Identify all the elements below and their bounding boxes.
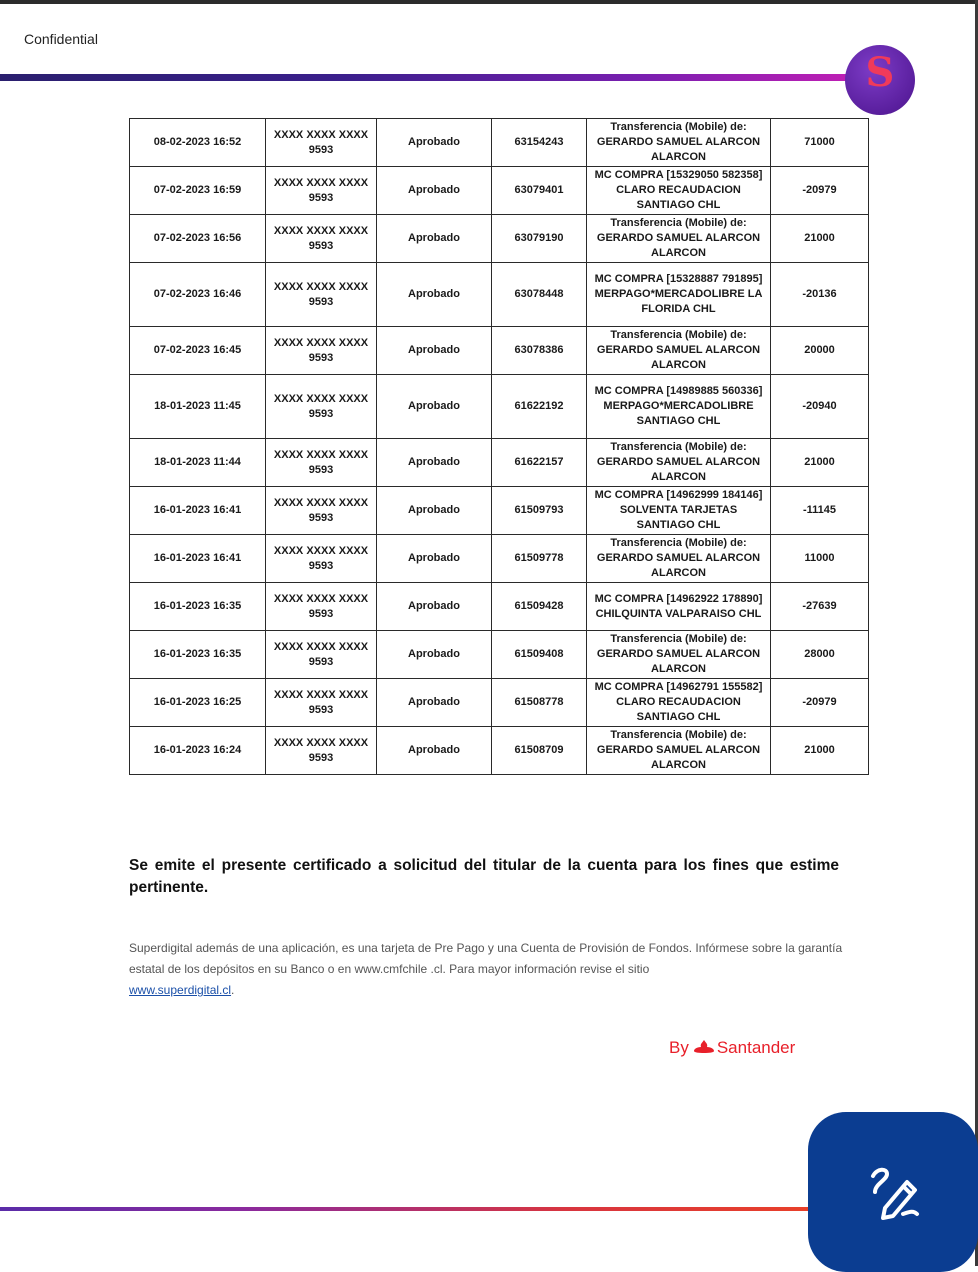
row-amount: -20979 — [771, 167, 869, 215]
row-status: Aprobado — [377, 583, 492, 631]
row-status: Aprobado — [377, 535, 492, 583]
row-description: Transferencia (Mobile) de: GERARDO SAMUEL ALARCON ALARCON — [587, 327, 771, 375]
row-description: Transferencia (Mobile) de: GERARDO SAMUEL ALARCON ALARCON — [587, 439, 771, 487]
row-date: 07-02-2023 16:59 — [130, 167, 266, 215]
row-description: Transferencia (Mobile) de: GERARDO SAMUEL ALARCON ALARCON — [587, 215, 771, 263]
row-status: Aprobado — [377, 439, 492, 487]
row-id: 61622157 — [492, 439, 587, 487]
row-card: XXXX XXXX XXXX 9593 — [266, 215, 377, 263]
row-description: Transferencia (Mobile) de: GERARDO SAMUEL ALARCON ALARCON — [587, 119, 771, 167]
row-status: Aprobado — [377, 727, 492, 775]
row-id: 63079401 — [492, 167, 587, 215]
row-id: 61509428 — [492, 583, 587, 631]
row-id: 61508778 — [492, 679, 587, 727]
row-amount: 28000 — [771, 631, 869, 679]
row-description: Transferencia (Mobile) de: GERARDO SAMUEL ALARCON ALARCON — [587, 535, 771, 583]
row-card: XXXX XXXX XXXX 9593 — [266, 263, 377, 327]
row-amount: -11145 — [771, 487, 869, 535]
santander-flame-icon — [693, 1038, 715, 1058]
row-date: 16-01-2023 16:41 — [130, 487, 266, 535]
row-amount: 20000 — [771, 327, 869, 375]
table-row — [130, 375, 869, 439]
table-row — [130, 583, 869, 631]
table-row — [130, 727, 869, 775]
row-id: 63154243 — [492, 119, 587, 167]
row-amount: 21000 — [771, 215, 869, 263]
row-date: 16-01-2023 16:35 — [130, 631, 266, 679]
row-date: 08-02-2023 16:52 — [130, 119, 266, 167]
row-amount: -20940 — [771, 375, 869, 439]
row-description: MC COMPRA [14962922 178890] CHILQUINTA VALPARAISO CHL — [587, 583, 771, 631]
row-amount: 21000 — [771, 727, 869, 775]
row-status: Aprobado — [377, 119, 492, 167]
row-date: 07-02-2023 16:45 — [130, 327, 266, 375]
table-row — [130, 487, 869, 535]
table-row — [130, 167, 869, 215]
table-row — [130, 631, 869, 679]
row-amount: -20136 — [771, 263, 869, 327]
row-date: 07-02-2023 16:46 — [130, 263, 266, 327]
row-card: XXXX XXXX XXXX 9593 — [266, 631, 377, 679]
row-description: MC COMPRA [14989885 560336] MERPAGO*MERCADOLIBRE SANTIAGO CHL — [587, 375, 771, 439]
row-date: 16-01-2023 16:24 — [130, 727, 266, 775]
certificate-statement: Se emite el presente certificado a solicitud del titular de la cuenta para los fines que estime pertinente. — [129, 857, 839, 896]
edit-button[interactable] — [808, 1112, 978, 1272]
table-row — [130, 535, 869, 583]
row-description: MC COMPRA [14962999 184146] SOLVENTA TARJETAS SANTIAGO CHL — [587, 487, 771, 535]
table-row — [130, 327, 869, 375]
row-status: Aprobado — [377, 327, 492, 375]
footer-gradient-bar — [0, 1207, 810, 1211]
row-id: 61509778 — [492, 535, 587, 583]
table-row — [130, 263, 869, 327]
row-date: 16-01-2023 16:35 — [130, 583, 266, 631]
row-date: 16-01-2023 16:25 — [130, 679, 266, 727]
row-id: 63078386 — [492, 327, 587, 375]
row-id: 61622192 — [492, 375, 587, 439]
row-id: 61509793 — [492, 487, 587, 535]
row-id: 63079190 — [492, 215, 587, 263]
superdigital-logo-icon — [845, 45, 915, 115]
row-card: XXXX XXXX XXXX 9593 — [266, 327, 377, 375]
table-row — [130, 119, 869, 167]
logo-letter: S — [865, 49, 895, 96]
by-santander-logo — [669, 1038, 795, 1058]
legal-note — [129, 938, 844, 1001]
table-row — [130, 679, 869, 727]
row-status: Aprobado — [377, 263, 492, 327]
row-id: 61509408 — [492, 631, 587, 679]
row-description: MC COMPRA [15328887 791895] MERPAGO*MERCADOLIBRE LA FLORIDA CHL — [587, 263, 771, 327]
row-card: XXXX XXXX XXXX 9593 — [266, 375, 377, 439]
row-id: 61508709 — [492, 727, 587, 775]
row-card: XXXX XXXX XXXX 9593 — [266, 583, 377, 631]
row-date: 18-01-2023 11:45 — [130, 375, 266, 439]
row-card: XXXX XXXX XXXX 9593 — [266, 679, 377, 727]
row-card: XXXX XXXX XXXX 9593 — [266, 439, 377, 487]
top-border — [0, 0, 978, 4]
row-description: Transferencia (Mobile) de: GERARDO SAMUEL ALARCON ALARCON — [587, 727, 771, 775]
row-date: 16-01-2023 16:41 — [130, 535, 266, 583]
table-row — [130, 215, 869, 263]
row-status: Aprobado — [377, 167, 492, 215]
row-amount: -27639 — [771, 583, 869, 631]
transactions-table — [129, 118, 869, 775]
row-status: Aprobado — [377, 679, 492, 727]
row-amount: 11000 — [771, 535, 869, 583]
row-status: Aprobado — [377, 215, 492, 263]
legal-note-text: Superdigital además de una aplicación, es una tarjeta de Pre Pago y una Cuenta de Provisión de Fondos. Infórmese sobre la garantía estatal de los depósitos en su Banco o en www.cmfchile .cl. Para mayor información revise el sitio — [129, 941, 843, 976]
row-status: Aprobado — [377, 375, 492, 439]
edit-pen-icon — [863, 1162, 923, 1222]
santander-label: Santander — [716, 1038, 796, 1057]
row-card: XXXX XXXX XXXX 9593 — [266, 487, 377, 535]
row-amount: 21000 — [771, 439, 869, 487]
row-description: Transferencia (Mobile) de: GERARDO SAMUEL ALARCON ALARCON — [587, 631, 771, 679]
row-id: 63078448 — [492, 263, 587, 327]
row-amount: 71000 — [771, 119, 869, 167]
row-card: XXXX XXXX XXXX 9593 — [266, 167, 377, 215]
row-card: XXXX XXXX XXXX 9593 — [266, 535, 377, 583]
row-status: Aprobado — [377, 487, 492, 535]
confidential-label: Confidential — [24, 31, 98, 47]
row-date: 07-02-2023 16:56 — [130, 215, 266, 263]
row-card: XXXX XXXX XXXX 9593 — [266, 727, 377, 775]
transactions-body — [130, 119, 869, 775]
table-row — [130, 439, 869, 487]
row-date: 18-01-2023 11:44 — [130, 439, 266, 487]
header-gradient-bar — [0, 74, 860, 81]
row-description: MC COMPRA [14962791 155582] CLARO RECAUDACION SANTIAGO CHL — [587, 679, 771, 727]
row-amount: -20979 — [771, 679, 869, 727]
row-description: MC COMPRA [15329050 582358] CLARO RECAUDACION SANTIAGO CHL — [587, 167, 771, 215]
by-label: By — [669, 1038, 689, 1057]
row-status: Aprobado — [377, 631, 492, 679]
legal-note-end: . — [231, 983, 235, 997]
row-card: XXXX XXXX XXXX 9593 — [266, 119, 377, 167]
superdigital-link[interactable]: www.superdigital.cl — [129, 983, 232, 997]
